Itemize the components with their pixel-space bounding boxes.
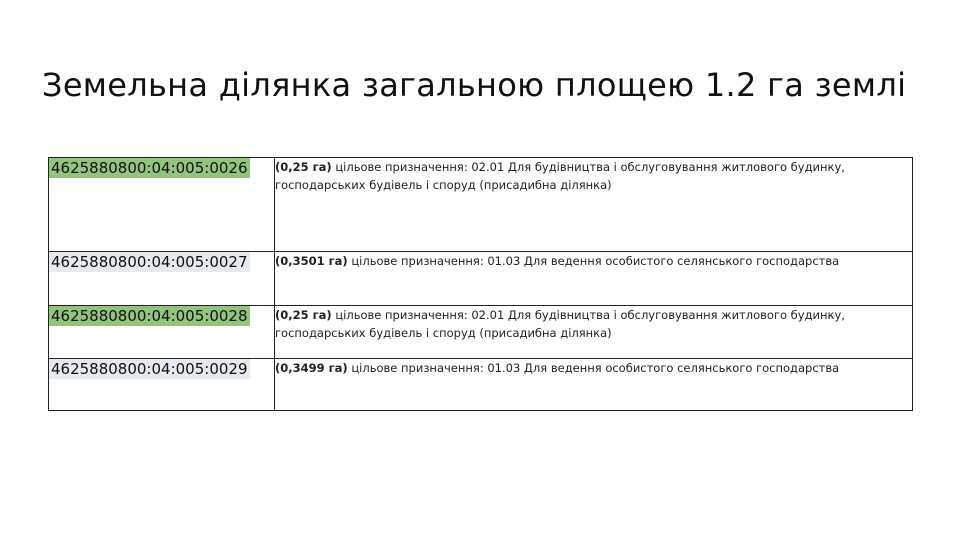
parcels-table [48,157,913,411]
parcel-area: (0,3499 га) [275,361,348,375]
parcel-purpose: цільове призначення: 01.03 Для ведення особистого селянського господарства [347,254,840,268]
cadastral-number-cell [49,306,275,359]
cadastral-number: 4625880800:04:005:0026 [51,159,248,177]
parcel-purpose: цільове призначення: 02.01 Для будівництва і обслуговування житлового будинку, господарських будівель і споруд (присадибна ділянка) [275,160,845,192]
parcel-area: (0,25 га) [275,160,332,174]
parcel-description-cell [275,306,913,359]
cadastral-number: 4625880800:04:005:0029 [51,360,248,378]
cadastral-number: 4625880800:04:005:0027 [51,253,248,271]
table-row [49,158,913,252]
cadastral-number-cell [49,359,275,411]
parcel-area: (0,25 га) [275,308,332,322]
cadastral-number: 4625880800:04:005:0028 [51,307,248,325]
parcel-area: (0,3501 га) [275,254,348,268]
parcel-purpose: цільове призначення: 01.03 Для ведення особистого селянського господарства [347,361,840,375]
table-row [49,359,913,411]
cadastral-number-cell [49,158,275,252]
table-row [49,252,913,306]
parcel-purpose: цільове призначення: 02.01 Для будівництва і обслуговування житлового будинку, господарських будівель і споруд (присадибна ділянка) [275,308,845,340]
parcel-description-cell [275,252,913,306]
cadastral-number-cell [49,252,275,306]
table-row [49,306,913,359]
slide-title: Земельна ділянка загальною площею 1.2 га землі [42,66,907,104]
parcel-description-cell [275,158,913,252]
parcel-description-cell [275,359,913,411]
